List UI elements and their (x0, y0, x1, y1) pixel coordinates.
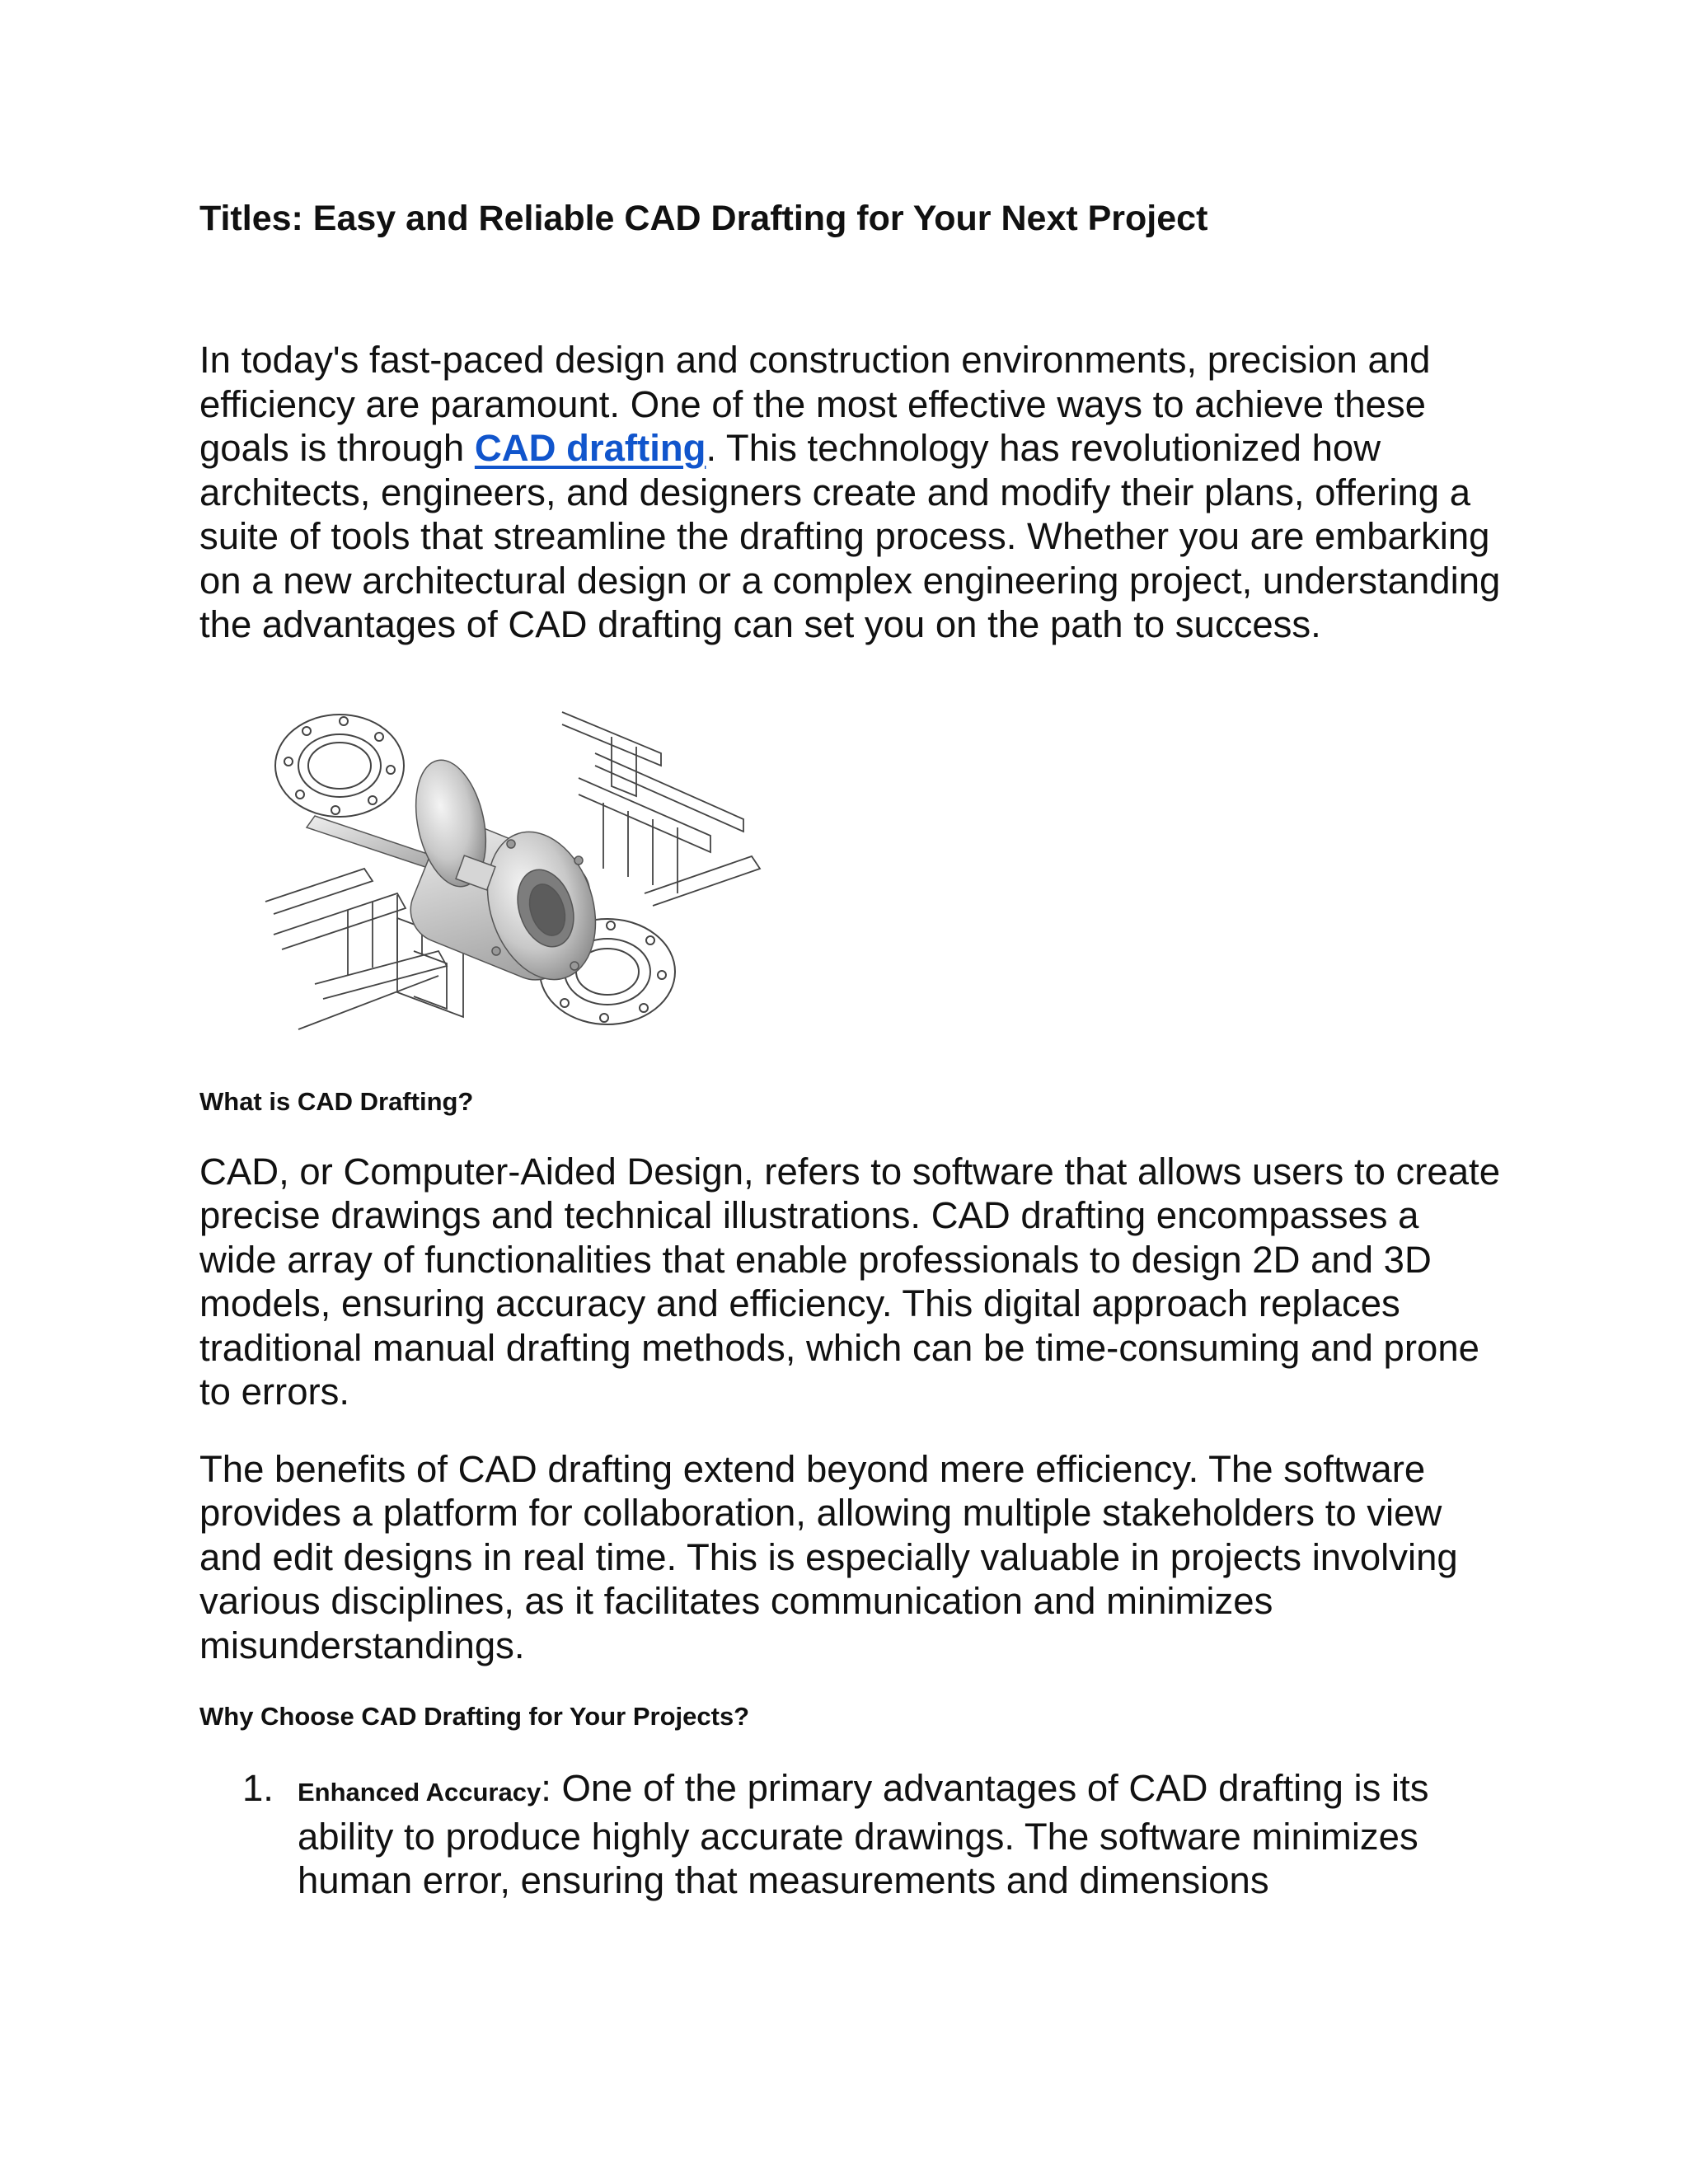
section-heading-why-choose: Why Choose CAD Drafting for Your Projects? (199, 1702, 750, 1731)
cad-valve-drawing-icon (249, 704, 776, 1042)
list-item-number: 1. (242, 1767, 274, 1809)
document-body (199, 196, 1502, 1903)
intro-paragraph (199, 338, 1502, 647)
intro-text-after-link: . This technology has revolutionized how architects, engineers, and designers create and modify their plans, offering a suite of tools that streamline the drafting process. Whether you are embarking on a new architectural design or a complex engineering project, understanding the advantages of CAD drafting can set you on the path to success. (199, 427, 1501, 645)
list-item-label: Enhanced Accuracy (298, 1778, 542, 1807)
list-item (199, 1766, 1502, 1903)
benefits-list (199, 1766, 1502, 1903)
section1-paragraph-2: The benefits of CAD drafting extend beyond mere efficiency. The software provides a platform for collaboration, allowing multiple stakeholders to view and edit designs in real time. This is especially valuable in projects involving various disciplines, as it facilitates communication and minimizes misunderstandings. (199, 1447, 1458, 1666)
list-item-text: : One of the primary advantages of CAD drafting is its ability to produce highly accurate drawings. The software minimizes human error, ensuring that measurements and dimensions (298, 1767, 1429, 1901)
page-title: Titles: Easy and Reliable CAD Drafting for Your Next Project (199, 199, 1208, 238)
section1-paragraph-1: CAD, or Computer-Aided Design, refers to software that allows users to create precise drawings and technical illustrations. CAD drafting encompasses a wide array of functionalities that enable professionals to design 2D and 3D models, ensuring accuracy and efficiency. This digital approach replaces traditional manual drafting methods, which can be time-consuming and prone to errors. (199, 1150, 1500, 1413)
cad-valve-figure (249, 704, 776, 1042)
intro-text-before-link: In today's fast-paced design and construction environments, precision and efficiency are paramount. One of the most effective ways to achieve these goals is through (199, 339, 1431, 469)
cad-drafting-link[interactable]: CAD drafting (474, 427, 706, 469)
section-heading-what-is-cad: What is CAD Drafting? (199, 1086, 474, 1116)
